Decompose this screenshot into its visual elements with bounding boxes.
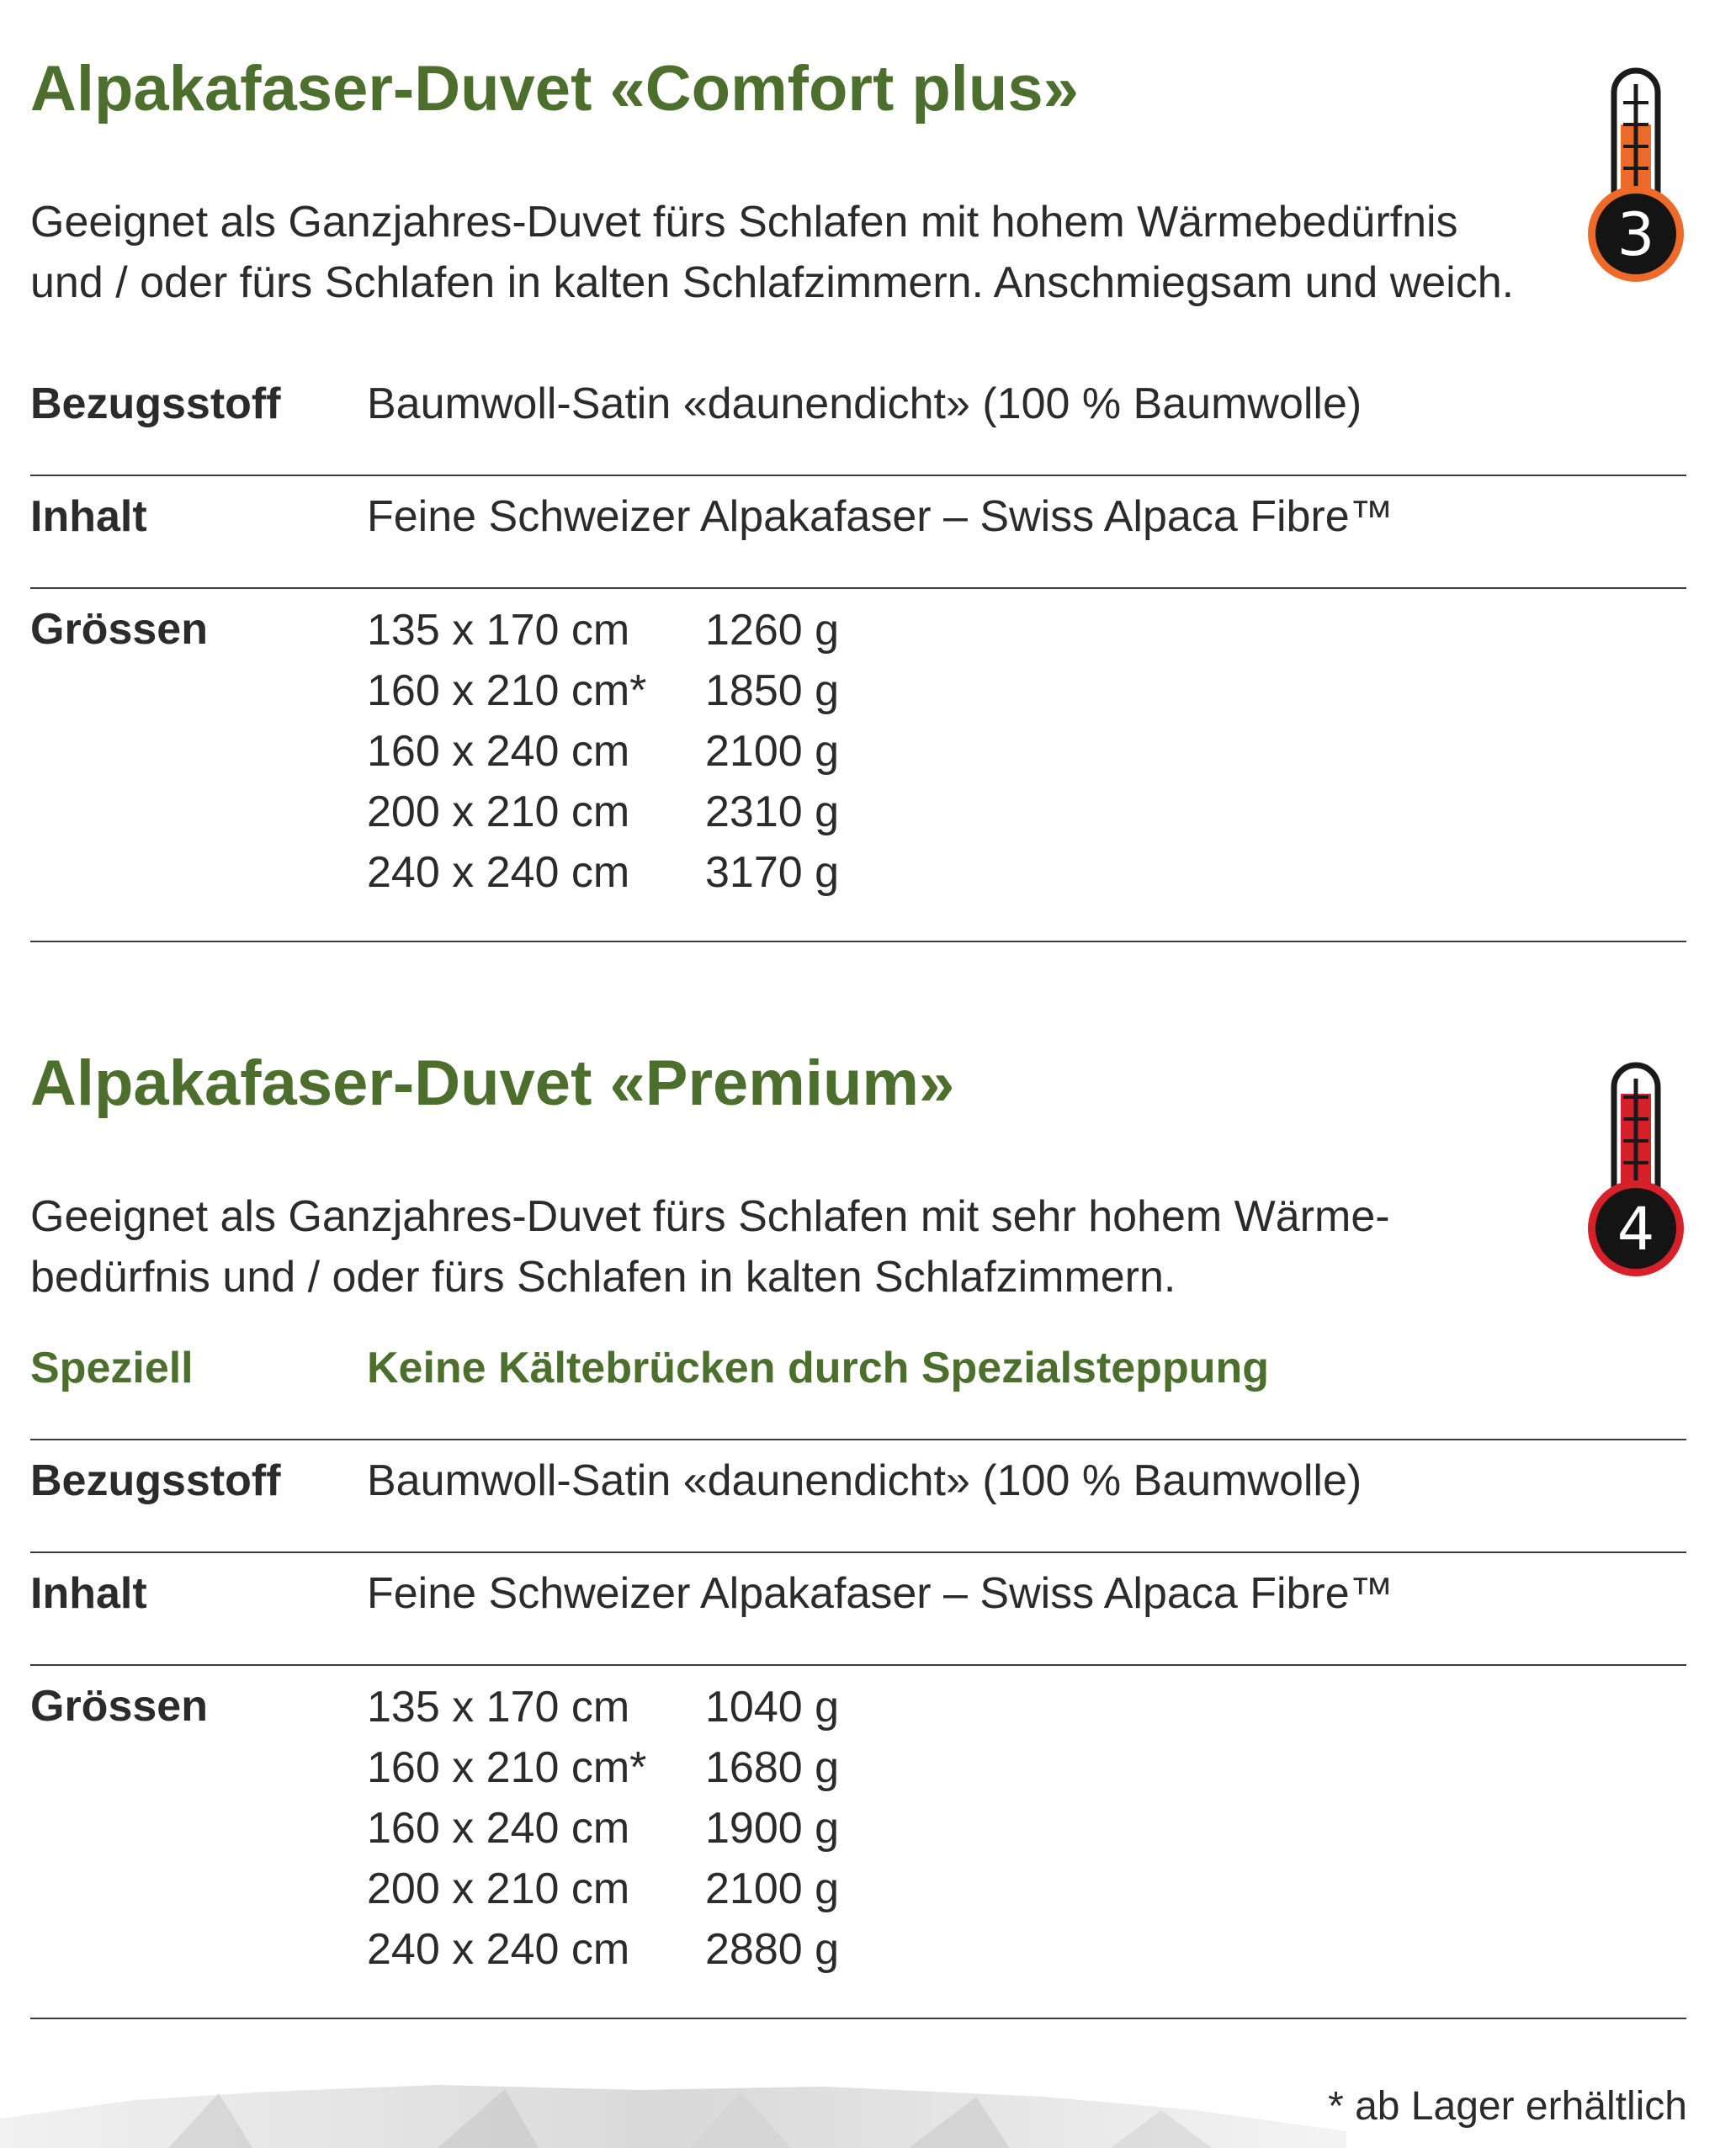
description-line: Geeignet als Ganzjahres-Duvet fürs Schlafen mit sehr hohem Wärme- [30,1192,1390,1241]
spec-label: Bezugsstoff [30,1456,281,1505]
size-dimension: 240 x 240 cm [367,1925,630,1974]
product-description [30,192,1514,313]
size-dimension: 200 x 210 cm [367,788,630,836]
size-dimension: 160 x 210 cm* [367,1743,647,1792]
size-weight: 2100 g [705,1864,840,1913]
size-weight: 2310 g [705,788,840,836]
size-dimension: 135 x 170 cm [367,1683,630,1732]
size-weight: 1260 g [705,606,840,655]
spec-label: Inhalt [30,492,147,541]
spec-row-sizes [30,589,1686,942]
spec-row-content [30,1553,1686,1666]
duvet-photo [0,2085,1346,2148]
size-weight: 2100 g [705,727,840,776]
product-spec-table [30,363,1686,942]
spec-value: Feine Schweizer Alpakafaser – Swiss Alpaca Fibre™ [367,492,1394,541]
size-dimension: 200 x 210 cm [367,1864,630,1913]
product-title: Alpakafaser-Duvet «Comfort plus» [30,53,1079,125]
spec-row-sizes [30,1666,1686,2019]
size-dimension: 160 x 210 cm* [367,666,647,715]
spec-label: Grössen [30,1682,208,1731]
product-title: Alpakafaser-Duvet «Premium» [30,1047,955,1119]
size-weight: 1850 g [705,666,840,715]
spec-row-special [30,1328,1686,1440]
spec-row-fabric [30,363,1686,476]
warmth-level: 4 [1617,1195,1655,1264]
size-weight: 1040 g [705,1683,840,1732]
spec-value: Baumwoll-Satin «daunendicht» (100 % Baumwolle) [367,1456,1362,1505]
description-line: Geeignet als Ganzjahres-Duvet fürs Schlafen mit hohem Wärmebedürfnis [30,198,1458,247]
product-spec-table [30,1328,1686,2019]
description-line: bedürfnis und / oder fürs Schlafen in kalten Schlafzimmern. [30,1253,1176,1302]
product-description [30,1186,1390,1307]
spec-label: Grössen [30,605,208,654]
spec-label: Bezugsstoff [30,379,281,428]
size-weight: 3170 g [705,848,840,897]
spec-value: Keine Kältebrücken durch Spezialsteppung [367,1344,1269,1392]
spec-value: Feine Schweizer Alpakafaser – Swiss Alpaca Fibre™ [367,1569,1394,1618]
spec-row-content [30,476,1686,589]
size-dimension: 160 x 240 cm [367,727,630,776]
spec-label: Speziell [30,1344,194,1392]
size-weight: 1680 g [705,1743,840,1792]
thermometer-icon [1581,66,1691,286]
spec-label: Inhalt [30,1569,147,1618]
spec-row-fabric [30,1440,1686,1553]
description-line: und / oder fürs Schlafen in kalten Schlafzimmern. Anschmiegsam und weich. [30,258,1515,307]
size-dimension: 240 x 240 cm [367,848,630,897]
size-weight: 2880 g [705,1925,840,1974]
warmth-level: 3 [1617,200,1655,269]
size-dimension: 135 x 170 cm [367,606,630,655]
stock-footnote: * ab Lager erhältlich [1328,2084,1687,2129]
size-dimension: 160 x 240 cm [367,1804,630,1853]
thermometer-icon [1581,1060,1691,1281]
spec-value: Baumwoll-Satin «daunendicht» (100 % Baumwolle) [367,379,1362,428]
size-weight: 1900 g [705,1804,840,1853]
